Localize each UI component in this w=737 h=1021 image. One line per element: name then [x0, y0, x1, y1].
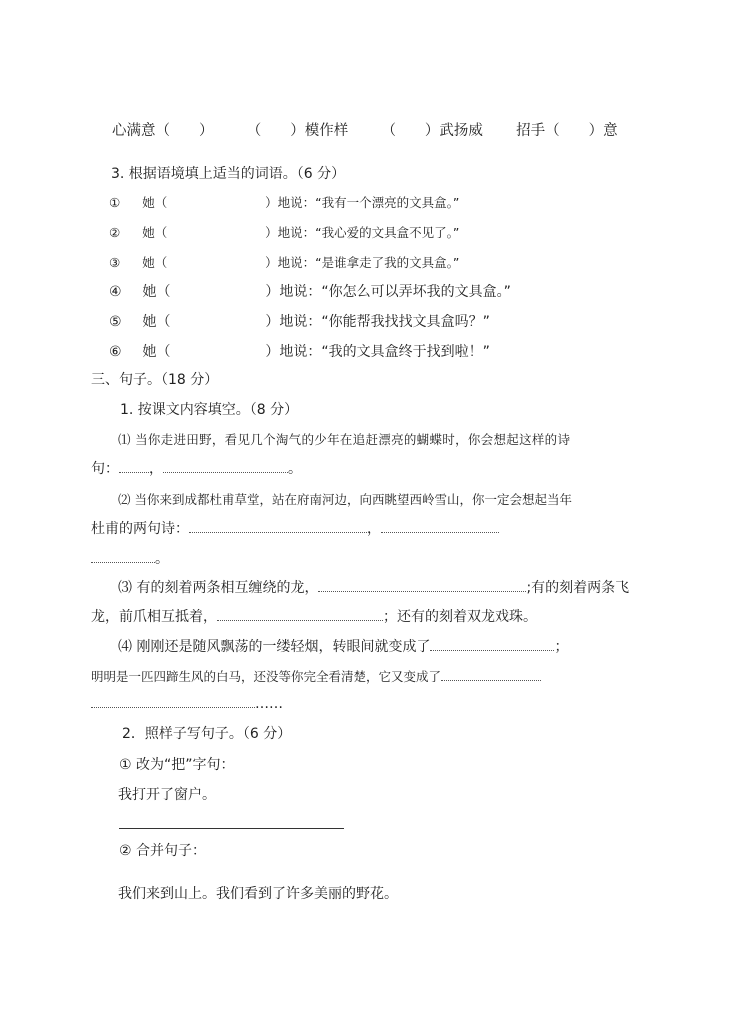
item-number: ②	[109, 225, 121, 240]
idiom-row	[112, 121, 618, 141]
p3-line1	[118, 577, 629, 598]
q3-item-5	[109, 312, 490, 332]
item-post: ）地说：“你能帮我找找文具盒吗？”	[265, 314, 490, 330]
blank-line[interactable]	[217, 606, 383, 621]
p4-line1	[118, 636, 568, 657]
idiom-item-2: （ ）模作样	[246, 123, 349, 139]
p1-line2	[91, 458, 302, 479]
p4-ellipsis: ……	[255, 696, 283, 712]
blank-line[interactable]	[189, 518, 367, 533]
q3-item-1	[109, 193, 459, 213]
p4-line3	[91, 693, 283, 714]
p3-text-d: ；还有的刻着双龙戏珠。	[383, 609, 537, 625]
q1-heading: 1. 按课文内容填空。（8 分）	[120, 402, 299, 418]
q3-item-6	[109, 342, 490, 362]
p4-text-a: ⑷ 刚刚还是随风飘荡的一缕轻烟，转眼间就变成了	[118, 639, 431, 655]
p3-text-a: ⑶ 有的刻着两条相互缠绕的龙，	[118, 580, 319, 596]
item-number: ④	[109, 284, 122, 300]
blank-line[interactable]	[163, 458, 288, 473]
item-pre: 她（	[142, 314, 171, 330]
q3-item-4	[109, 282, 511, 302]
item-pre: 她（	[142, 344, 171, 360]
sub1-label: ① 改为“把”字句：	[119, 757, 235, 773]
p2-line1: ⑵ 当你来到成都杜甫草堂，站在府南河边，向西眺望西岭雪山，你一定会想起当年	[118, 492, 572, 507]
p1-comma: ，	[149, 461, 163, 477]
item-post: ）地说：“是谁拿走了我的文具盒。”	[265, 255, 460, 270]
item-post: ）地说：“你怎么可以弄坏我的文具盒。”	[265, 284, 511, 300]
blank-line[interactable]	[91, 693, 255, 708]
item-post: ）地说：“我心爱的文具盒不见了。”	[265, 225, 460, 240]
sub2-label: ② 合并句子：	[119, 843, 207, 859]
idiom-item-1: 心满意（ ）	[112, 123, 214, 139]
p2-line3	[91, 548, 169, 569]
answer-line[interactable]	[119, 828, 344, 829]
sub1-sentence: 我打开了窗户。	[118, 787, 216, 803]
item-post: ）地说：“我有一个漂亮的文具盒。”	[265, 195, 460, 210]
p3-text-c: 龙，前爪相互抵着，	[91, 609, 217, 625]
q3-item-2	[109, 223, 459, 243]
blank-line[interactable]	[381, 518, 499, 533]
p3-text-b: ;有的刻着两条飞	[526, 580, 630, 596]
p1-line1: ⑴ 当你走进田野，看见几个淘气的少年在追赶漂亮的蝴蝶时，你会想起这样的诗	[118, 432, 571, 447]
item-post: ）地说：“我的文具盒终于找到啦！”	[265, 344, 490, 360]
item-number: ⑤	[109, 314, 122, 330]
sub2-sentence: 我们来到山上。我们看到了许多美丽的野花。	[118, 886, 398, 902]
blank-line[interactable]	[430, 636, 554, 651]
idiom-item-4: 招手（ ）意	[516, 123, 618, 139]
q2-heading: 2．照样子写句子。（6 分）	[122, 726, 292, 742]
blank-line[interactable]	[91, 548, 155, 563]
p1-prefix: 句：	[91, 461, 119, 477]
item-pre: 她（	[142, 195, 168, 210]
p1-end: 。	[288, 461, 302, 477]
p4-text-b: ；	[554, 639, 569, 655]
p2-line2	[91, 518, 499, 539]
blank-line[interactable]	[119, 458, 149, 473]
item-number: ①	[109, 195, 121, 210]
item-pre: 她（	[142, 225, 168, 240]
item-pre: 她（	[142, 284, 171, 300]
idiom-item-3: （ ）武扬威	[381, 123, 483, 139]
q3-heading: 3. 根据语境填上适当的词语。（6 分）	[111, 166, 346, 182]
item-number: ⑥	[109, 344, 122, 360]
blank-line[interactable]	[441, 666, 541, 681]
section3-heading: 三、句子。（18 分）	[91, 372, 219, 388]
item-number: ③	[109, 255, 121, 270]
item-pre: 她（	[142, 255, 168, 270]
p4-text-c: 明明是一匹四蹄生风的白马，还没等你完全看清楚，它又变成了	[91, 669, 442, 684]
q3-item-3	[109, 253, 459, 273]
p2-prefix: 杜甫的两句诗：	[91, 521, 189, 537]
blank-line[interactable]	[318, 577, 526, 592]
p2-comma: ，	[367, 521, 381, 537]
p4-line2	[91, 666, 541, 687]
p3-line2	[91, 606, 537, 627]
p2-end: 。	[155, 551, 169, 567]
